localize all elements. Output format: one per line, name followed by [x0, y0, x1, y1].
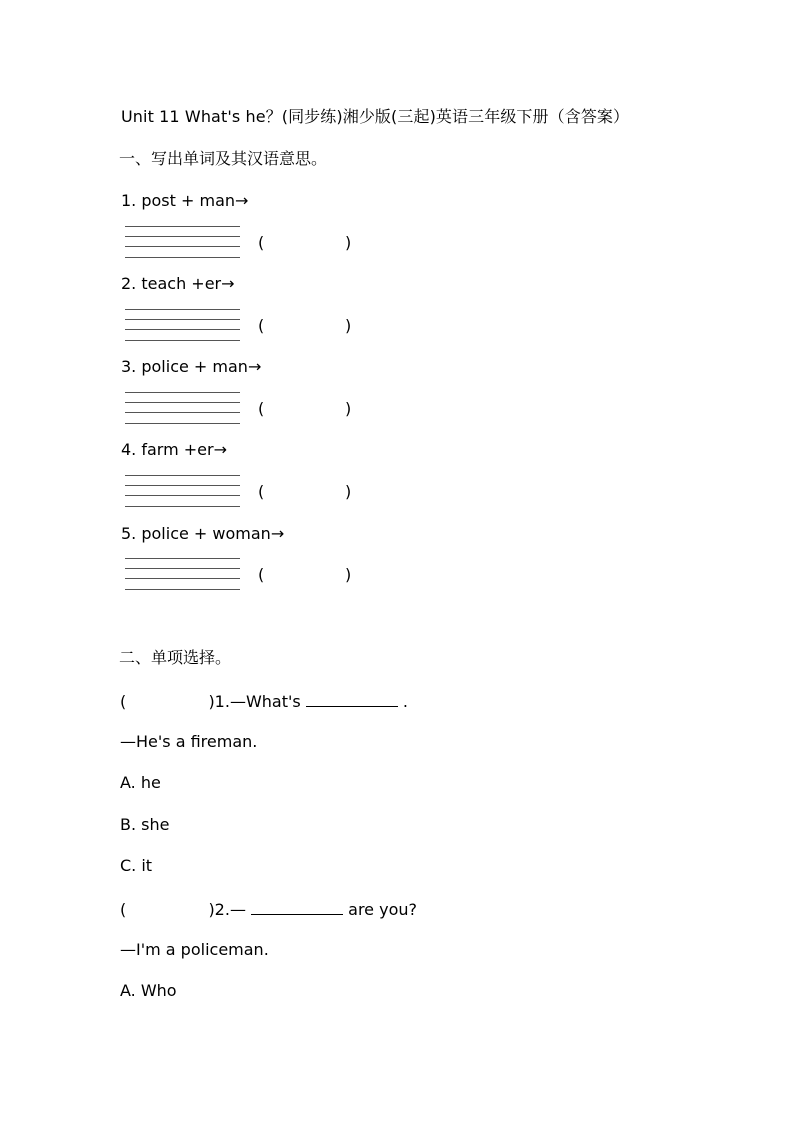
word-item-1-prompt: 1. post + man→ — [121, 191, 249, 210]
question-1-stem: )1.—What's — [208, 692, 301, 711]
question-2-fill-blank[interactable] — [251, 898, 343, 915]
meaning-paren-open-4: ( — [258, 482, 265, 501]
question-2-paren-open: ( — [120, 900, 127, 919]
meaning-paren-close-5: ) — [345, 565, 352, 584]
meaning-paren-open-5: ( — [258, 565, 265, 584]
section-1-heading: 一、写出单词及其汉语意思。 — [119, 149, 328, 168]
meaning-paren-open-1: ( — [258, 233, 265, 252]
question-1-paren-open: ( — [120, 692, 127, 711]
meaning-paren-close-1: ) — [345, 233, 352, 252]
writing-lines-4[interactable] — [125, 475, 240, 509]
writing-lines-2[interactable] — [125, 309, 240, 343]
section-2-heading: 二、单项选择。 — [119, 648, 232, 667]
meaning-paren-close-4: ) — [345, 482, 352, 501]
question-2-tail: are you? — [348, 900, 417, 919]
word-item-5-prompt: 5. police + woman→ — [121, 524, 285, 543]
meaning-paren-close-2: ) — [345, 316, 352, 335]
word-item-3-prompt: 3. police + man→ — [121, 357, 262, 376]
word-item-4-prompt: 4. farm +er→ — [121, 440, 227, 459]
question-1-option-b[interactable]: B. she — [120, 815, 170, 834]
question-1-response: —He's a fireman. — [120, 732, 258, 751]
question-1-line — [120, 690, 408, 712]
question-2-line — [120, 898, 417, 920]
question-2-response: —I'm a policeman. — [120, 940, 269, 959]
question-1-fill-blank[interactable] — [306, 690, 398, 707]
meaning-paren-close-3: ) — [345, 399, 352, 418]
question-2-stem: )2.— — [208, 900, 246, 919]
writing-lines-1[interactable] — [125, 226, 240, 260]
meaning-paren-open-3: ( — [258, 399, 265, 418]
question-2-option-a[interactable]: A. Who — [120, 981, 177, 1000]
writing-lines-5[interactable] — [125, 558, 240, 592]
worksheet-title: Unit 11 What's he？(同步练)湘少版(三起)英语三年级下册（含答案） — [121, 107, 630, 126]
writing-lines-3[interactable] — [125, 392, 240, 426]
meaning-paren-open-2: ( — [258, 316, 265, 335]
question-1-option-c[interactable]: C. it — [120, 856, 153, 875]
question-1-option-a[interactable]: A. he — [120, 773, 161, 792]
question-1-tail: . — [402, 692, 408, 711]
word-item-2-prompt: 2. teach +er→ — [121, 274, 235, 293]
